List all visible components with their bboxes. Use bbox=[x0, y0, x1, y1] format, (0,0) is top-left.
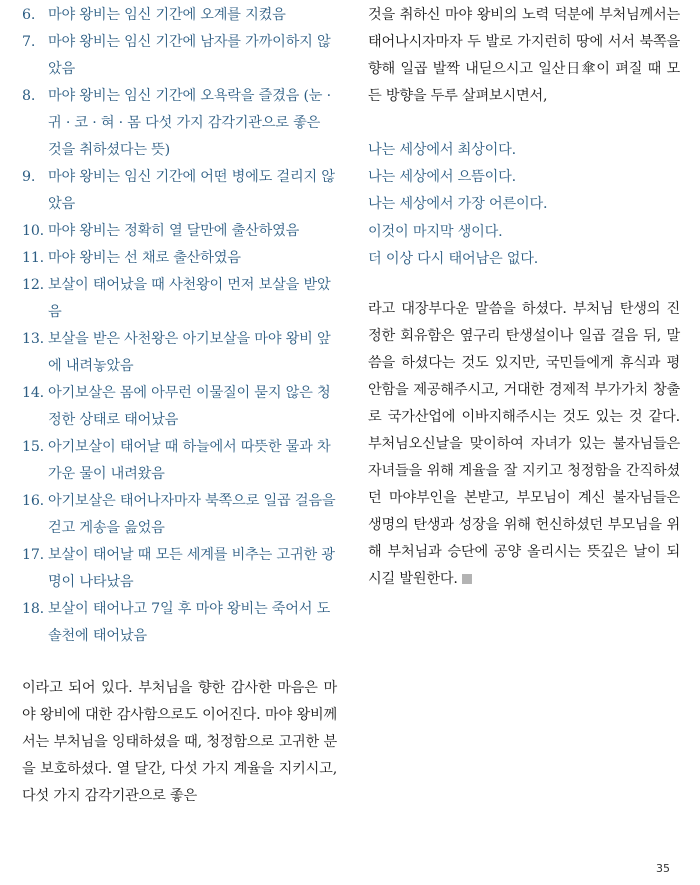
item-number: 13. bbox=[22, 331, 44, 347]
verse-line: 더 이상 다시 태어남은 없다. bbox=[368, 250, 539, 267]
item-number: 8. bbox=[22, 88, 36, 104]
item-number: 9. bbox=[22, 169, 36, 185]
list-item bbox=[22, 245, 337, 272]
item-text: 마야 왕비는 임신 기간에 어떤 병에도 걸리지 않았음 bbox=[48, 169, 335, 212]
left-body-paragraph: 이라고 되어 있다. 부처님을 향한 감사한 마음은 마야 왕비에 대한 감사함으로도 이어진다. 마야 왕비께서는 부처님을 잉태하셨을 때, 청정함으로 고귀한 분을 보호하셨다. 열 달간, 다섯 가지 계율을 지키시고, 다섯 가지 감각기관으로 좋은 bbox=[22, 680, 337, 804]
birth-signs-list bbox=[22, 2, 337, 650]
list-item bbox=[22, 542, 337, 596]
list-item bbox=[22, 164, 337, 218]
item-text: 보살이 태어났을 때 사천왕이 먼저 보살을 받았음 bbox=[48, 277, 331, 320]
item-text: 마야 왕비는 임신 기간에 남자를 가까이하지 않았음 bbox=[48, 34, 331, 77]
list-item bbox=[22, 434, 337, 488]
item-number: 17. bbox=[22, 547, 44, 563]
item-text: 아기보살은 몸에 아무런 이물질이 묻지 않은 청정한 상태로 태어났음 bbox=[48, 385, 331, 428]
page-number: 35 bbox=[656, 862, 670, 875]
item-number: 7. bbox=[22, 34, 36, 50]
item-number: 12. bbox=[22, 277, 44, 293]
list-item bbox=[22, 596, 337, 650]
list-item bbox=[22, 2, 337, 29]
item-text: 마야 왕비는 임신 기간에 오욕락을 즐겼음 (눈 · 귀 · 코 · 혀 · 몸 다섯 가지 감각기관으로 좋은 것을 취하셨다는 뜻) bbox=[48, 88, 331, 158]
buddha-verse bbox=[368, 137, 680, 273]
item-number: 6. bbox=[22, 7, 36, 23]
list-item bbox=[22, 488, 337, 542]
item-text: 보살이 태어나고 7일 후 마야 왕비는 죽어서 도솔천에 태어났음 bbox=[48, 601, 331, 644]
right-body-paragraph-2 bbox=[368, 296, 680, 593]
item-number: 16. bbox=[22, 493, 44, 509]
list-item bbox=[22, 380, 337, 434]
right-body-paragraph-2-text: 라고 대장부다운 말씀을 하셨다. 부처님 탄생의 진정한 회유함은 옆구리 탄생설이나 일곱 걸음 뒤, 말씀을 하셨다는 것도 있지만, 국민들에게 휴식과 평안함을 제공해주시고, 거대한 경제적 부가가치 창출로 국가산업에 이바지해주시는 것도 있는 것 같다. 부처님오신날을 맞이하여 자녀가 있는 불자님들은 자녀들을 위해 계율을 잘 지키고 청정함을 간직하셨던 마야부인을 본받고, 부모님이 계신 불자님들은 생명의 탄생과 성장을 위해 헌신하셨던 부모님을 위해 부처님과 승단에 공양 올리시는 뜻깊은 날이 되시길 발원한다. bbox=[368, 301, 680, 587]
list-item bbox=[22, 272, 337, 326]
item-text: 아기보살이 태어날 때 하늘에서 따뜻한 물과 차가운 물이 내려왔음 bbox=[48, 439, 331, 482]
list-item bbox=[22, 29, 337, 83]
item-number: 11. bbox=[22, 250, 44, 266]
list-item bbox=[22, 218, 337, 245]
item-text: 보살이 태어날 때 모든 세계를 비추는 고귀한 광명이 나타났음 bbox=[48, 547, 335, 590]
verse-line: 나는 세상에서 최상이다. bbox=[368, 142, 516, 158]
item-number: 14. bbox=[22, 385, 44, 401]
verse-line: 이것이 마지막 생이다. bbox=[368, 223, 503, 240]
item-number: 10. bbox=[22, 223, 44, 239]
end-mark-icon bbox=[462, 574, 472, 584]
item-text: 마야 왕비는 선 채로 출산하였음 bbox=[48, 250, 241, 266]
item-text: 보살을 받은 사천왕은 아기보살을 마야 왕비 앞에 내려놓았음 bbox=[48, 331, 331, 374]
right-body-paragraph-1: 것을 취하신 마야 왕비의 노력 덕분에 부처님께서는 태어나시자마자 두 발로 가지런히 땅에 서서 북쪽을 향해 일곱 발짝 내딛으시고 일산日傘이 펴질 때 모든 방향을 두루 살펴보시면서, bbox=[368, 7, 680, 104]
item-number: 15. bbox=[22, 439, 44, 455]
item-text: 마야 왕비는 임신 기간에 오계를 지켰음 bbox=[48, 7, 286, 23]
verse-line: 나는 세상에서 가장 어른이다. bbox=[368, 196, 548, 213]
list-item bbox=[22, 326, 337, 380]
item-text: 마야 왕비는 정확히 열 달만에 출산하였음 bbox=[48, 223, 300, 239]
item-text: 아기보살은 태어나자마자 북쪽으로 일곱 걸음을 걷고 게송을 읊었음 bbox=[48, 493, 336, 536]
list-item bbox=[22, 83, 337, 164]
verse-line: 나는 세상에서 으뜸이다. bbox=[368, 169, 516, 186]
item-number: 18. bbox=[22, 601, 44, 617]
